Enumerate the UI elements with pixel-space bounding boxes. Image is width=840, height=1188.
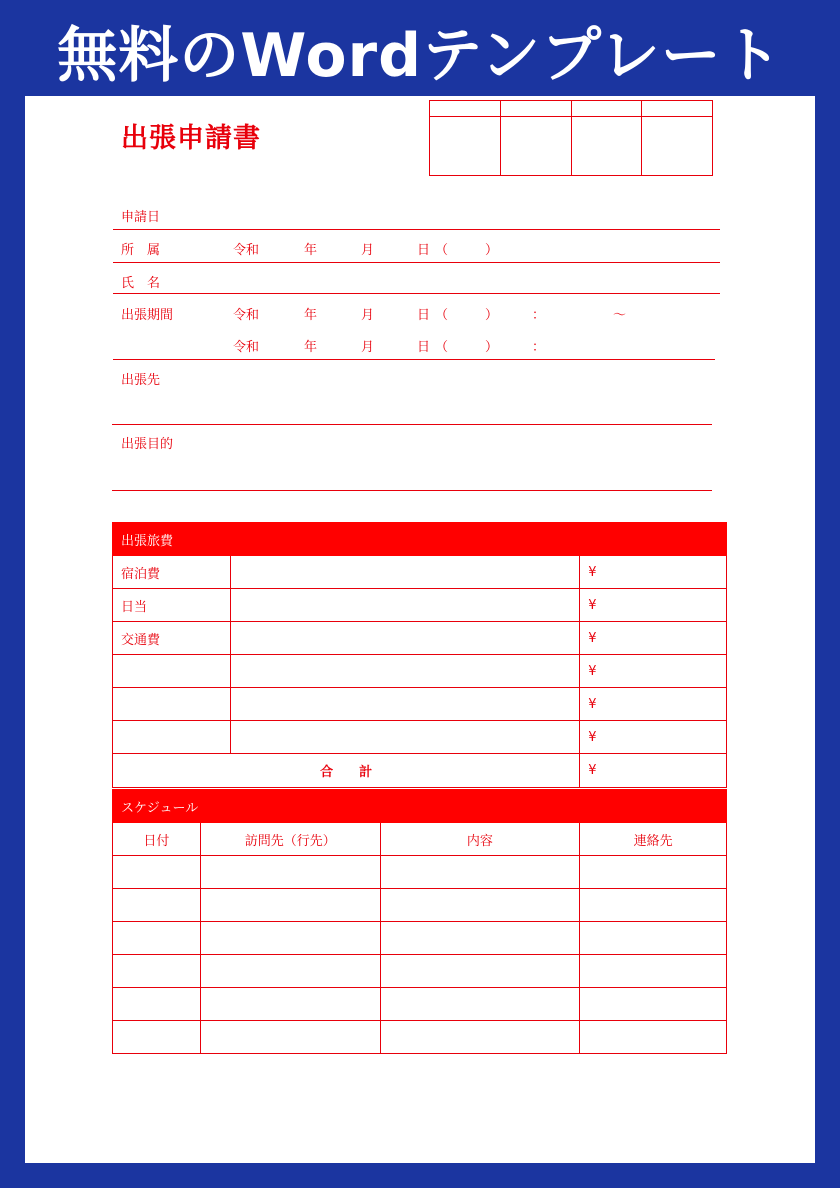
- col-contact: 連絡先: [580, 823, 727, 856]
- expense-detail-cell[interactable]: [230, 589, 579, 622]
- schedule-cell[interactable]: [200, 955, 380, 988]
- table-row: [113, 988, 727, 1021]
- schedule-cell[interactable]: [580, 856, 727, 889]
- divider: [113, 359, 715, 360]
- period-tilde: ～: [613, 308, 627, 323]
- divider: [113, 262, 720, 263]
- stamp-box[interactable]: [642, 101, 712, 175]
- purpose-label: 出張目的: [121, 437, 174, 452]
- destination-label: 出張先: [121, 373, 161, 388]
- period-end-paren-close: ）: [485, 340, 499, 355]
- schedule-cell[interactable]: [380, 1021, 580, 1054]
- expense-label[interactable]: [113, 688, 231, 721]
- schedule-table: [112, 789, 727, 1054]
- expense-amount-cell[interactable]: ¥: [580, 589, 727, 622]
- expense-detail-cell[interactable]: [230, 688, 579, 721]
- expense-label[interactable]: [113, 721, 231, 754]
- schedule-cell[interactable]: [580, 889, 727, 922]
- stamp-box[interactable]: [572, 101, 643, 175]
- period-end-era: 令和: [233, 340, 260, 355]
- schedule-cell[interactable]: [113, 922, 201, 955]
- expense-amount-cell[interactable]: ¥: [580, 556, 727, 589]
- table-row: [113, 922, 727, 955]
- schedule-cell[interactable]: [380, 889, 580, 922]
- table-row: [113, 889, 727, 922]
- table-row: [113, 1021, 727, 1054]
- expense-label[interactable]: [113, 655, 231, 688]
- schedule-cell[interactable]: [113, 988, 201, 1021]
- date-month: 月: [361, 243, 375, 258]
- period-end-month: 月: [361, 340, 375, 355]
- col-destination: 訪問先（行先）: [200, 823, 380, 856]
- col-content: 内容: [380, 823, 580, 856]
- date-paren-open: （: [435, 243, 449, 258]
- schedule-cell[interactable]: [580, 922, 727, 955]
- period-end-paren-open: （: [435, 340, 449, 355]
- approval-stamp-boxes: [429, 100, 713, 176]
- expense-amount-cell[interactable]: ¥: [580, 688, 727, 721]
- period-start-year: 年: [304, 308, 318, 323]
- schedule-cell[interactable]: [380, 856, 580, 889]
- period-end-colon: ：: [532, 340, 546, 355]
- schedule-cell[interactable]: [113, 889, 201, 922]
- schedule-cell[interactable]: [200, 922, 380, 955]
- total-label: 合 計: [113, 754, 580, 788]
- schedule-header: スケジュール: [113, 790, 727, 823]
- document-sheet: [25, 96, 815, 1163]
- schedule-cell[interactable]: [380, 955, 580, 988]
- expenses-header: 出張旅費: [113, 523, 727, 556]
- expense-detail-cell[interactable]: [230, 556, 579, 589]
- divider: [112, 424, 712, 425]
- expense-label: 交通費: [113, 622, 231, 655]
- date-era: 令和: [233, 243, 260, 258]
- expenses-table: [112, 522, 727, 788]
- schedule-cell[interactable]: [580, 988, 727, 1021]
- period-start-colon: ：: [532, 308, 546, 323]
- date-day: 日: [417, 243, 431, 258]
- period-label: 出張期間: [121, 308, 174, 323]
- schedule-cell[interactable]: [200, 889, 380, 922]
- period-start-paren-close: ）: [485, 308, 499, 323]
- banner-title: 無料のWordテンプレート: [57, 21, 783, 91]
- table-row: [113, 955, 727, 988]
- application-date-label: 申請日: [121, 210, 161, 225]
- schedule-cell[interactable]: [113, 1021, 201, 1054]
- expense-detail-cell[interactable]: [230, 655, 579, 688]
- date-paren-close: ）: [485, 243, 499, 258]
- expense-label: 日当: [113, 589, 231, 622]
- expense-amount-cell[interactable]: ¥: [580, 622, 727, 655]
- period-start-month: 月: [361, 308, 375, 323]
- period-start-day: 日: [417, 308, 431, 323]
- schedule-cell[interactable]: [200, 1021, 380, 1054]
- col-date: 日付: [113, 823, 201, 856]
- stamp-box[interactable]: [430, 101, 501, 175]
- name-label: 氏 名: [121, 276, 161, 291]
- expense-amount-cell[interactable]: ¥: [580, 721, 727, 754]
- divider: [113, 229, 720, 230]
- period-end-year: 年: [304, 340, 318, 355]
- schedule-cell[interactable]: [113, 955, 201, 988]
- period-end-day: 日: [417, 340, 431, 355]
- department-label: 所 属: [121, 243, 161, 258]
- divider: [112, 490, 712, 491]
- expense-amount-cell[interactable]: ¥: [580, 655, 727, 688]
- expense-detail-cell[interactable]: [230, 721, 579, 754]
- divider: [113, 293, 720, 294]
- schedule-cell[interactable]: [200, 856, 380, 889]
- total-amount-cell[interactable]: ¥: [580, 754, 727, 788]
- schedule-cell[interactable]: [200, 988, 380, 1021]
- stamp-box[interactable]: [501, 101, 572, 175]
- schedule-cell[interactable]: [580, 1021, 727, 1054]
- date-year: 年: [304, 243, 318, 258]
- schedule-cell[interactable]: [580, 955, 727, 988]
- period-start-paren-open: （: [435, 308, 449, 323]
- schedule-cell[interactable]: [113, 856, 201, 889]
- expense-label: 宿泊費: [113, 556, 231, 589]
- table-row: [113, 856, 727, 889]
- period-start-era: 令和: [233, 308, 260, 323]
- expense-detail-cell[interactable]: [230, 622, 579, 655]
- document-title: 出張申請書: [121, 123, 261, 154]
- schedule-cell[interactable]: [380, 988, 580, 1021]
- schedule-cell[interactable]: [380, 922, 580, 955]
